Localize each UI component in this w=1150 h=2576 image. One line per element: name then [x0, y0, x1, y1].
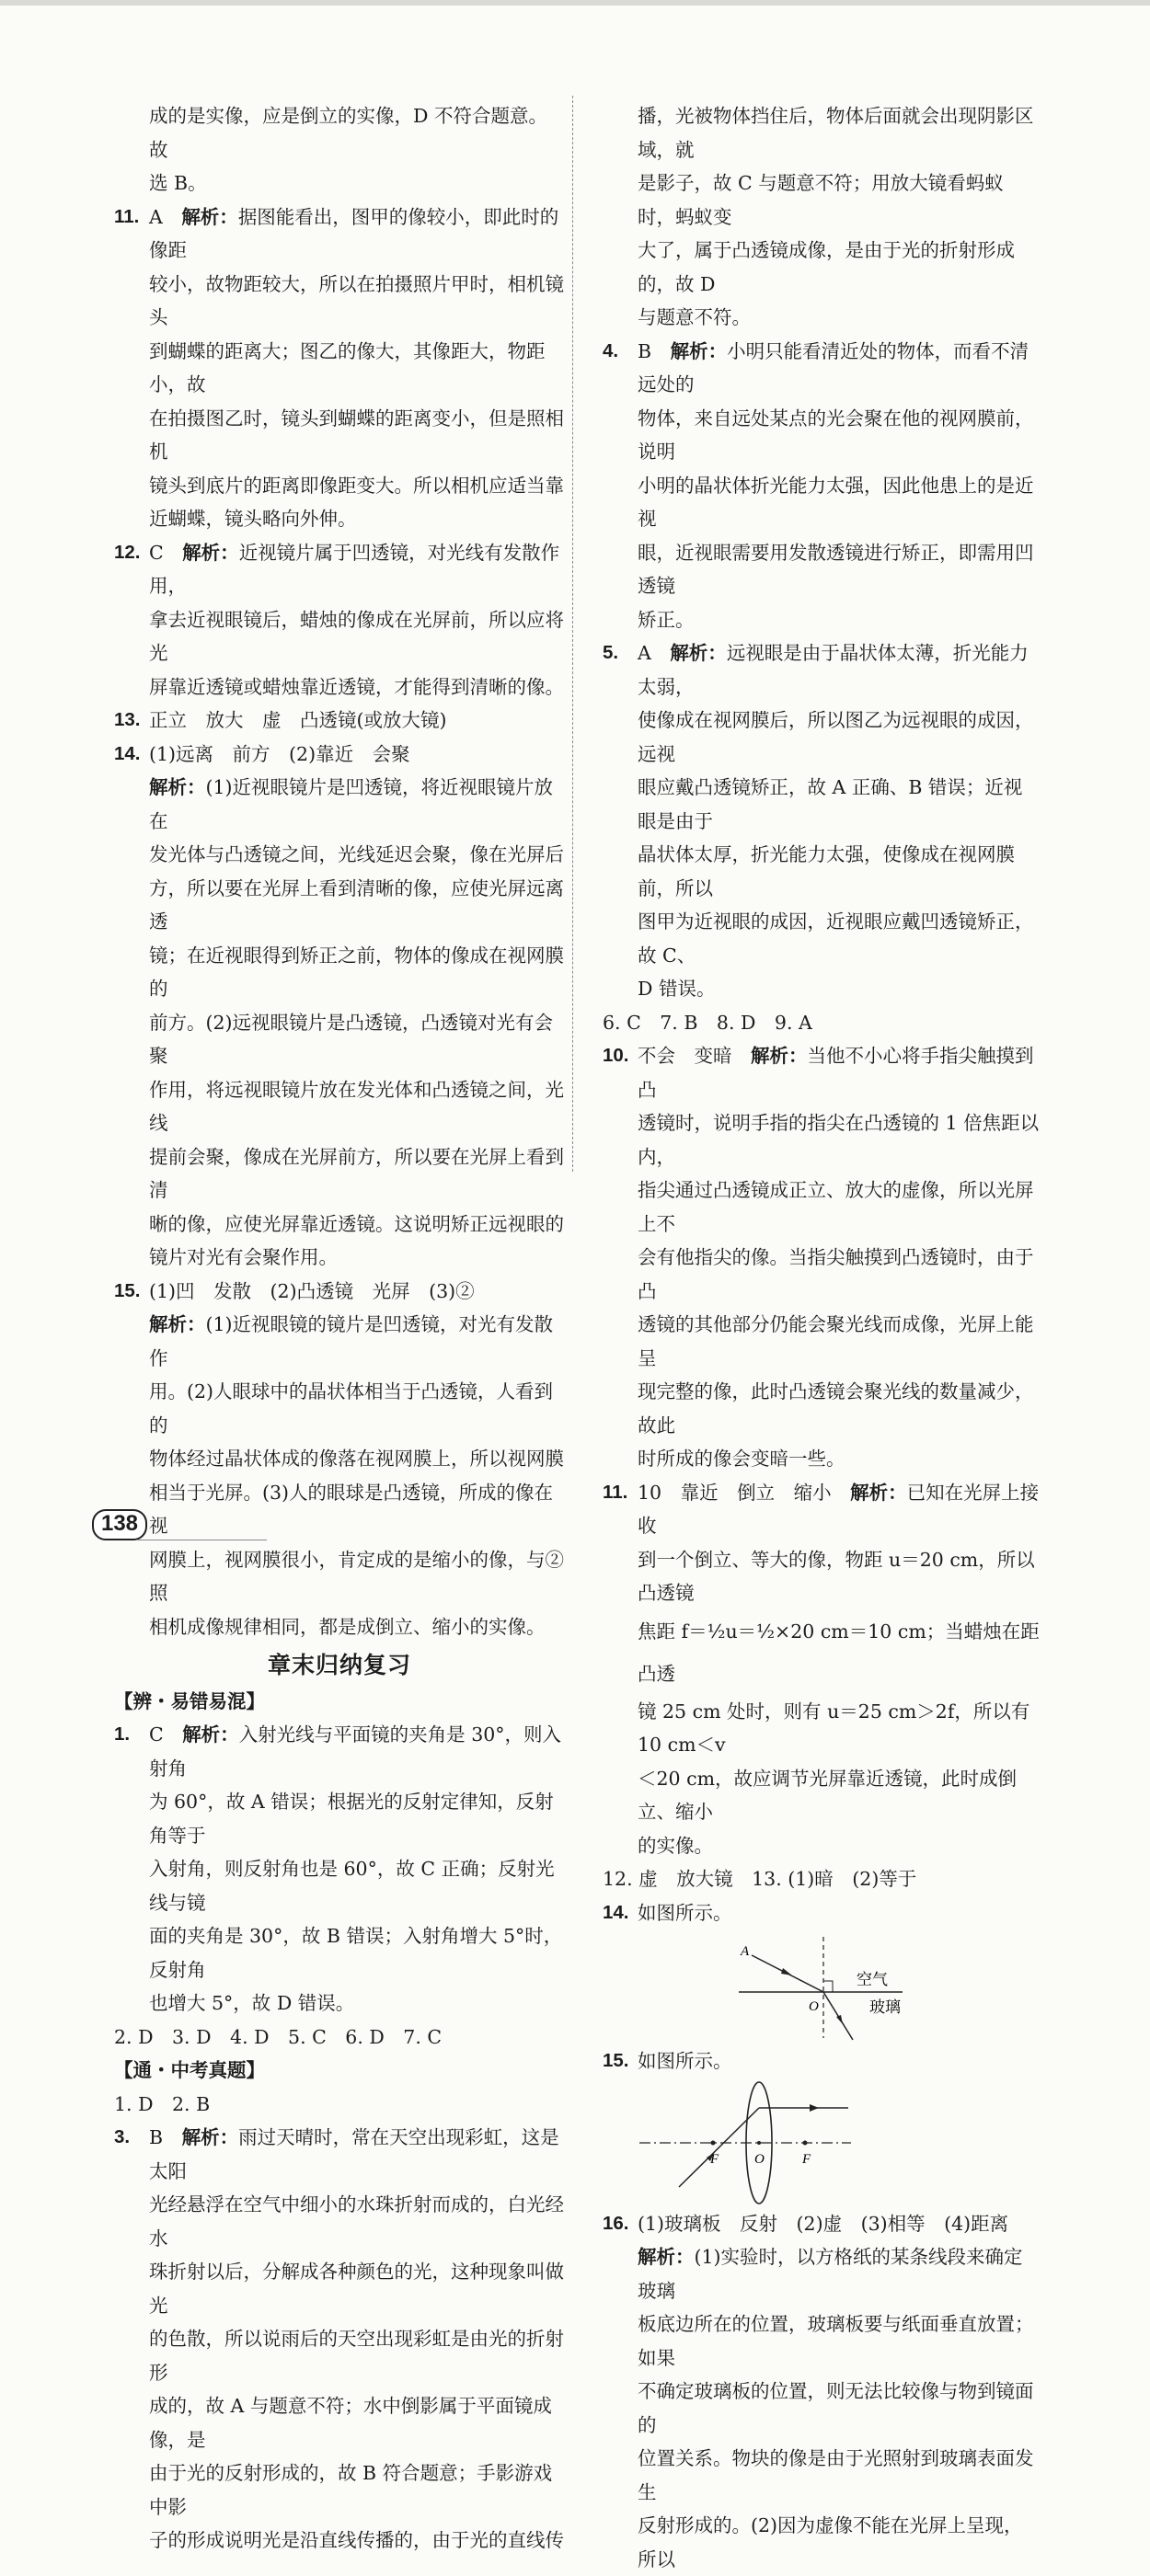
text-line: (1)实验时，以方格纸的某条线段来确定玻璃: [638, 2246, 1023, 2302]
text-line: 镜片对光有会聚作用。: [149, 1246, 338, 1268]
answer-choice: B: [638, 339, 652, 362]
text-line: [603, 2240, 1040, 2307]
question-number: 5.: [603, 642, 619, 663]
answer-choice: A: [149, 205, 163, 228]
text-line: 透镜时，说明手指的指尖在凸透镜的 1 倍焦距以内，: [638, 1112, 1040, 1168]
question-number: 11.: [114, 205, 140, 227]
right-column: [603, 99, 1040, 2576]
focus-right-label: F: [802, 2151, 811, 2167]
text-line: 的色散，所以说雨后的天空出现彩虹是由光的折射形: [149, 2328, 564, 2384]
text-line: 大了，属于凸透镜成像，是由于光的折射形成的，故 D: [638, 239, 1015, 295]
analysis-label: 解析：: [638, 2246, 695, 2268]
text-line: 到一个倒立、等大的像，物距 u＝20 cm，所以凸透镜: [638, 1548, 1035, 1604]
answer-list: 6. C 7. B 8. D 9. A: [603, 1011, 812, 1034]
question-number: 12.: [114, 541, 141, 563]
sub-heading: 【通・中考真题】: [114, 2059, 265, 2081]
text-line: 指尖通过凸透镜成正立、放大的虚像，所以光屏上不: [638, 1179, 1034, 1235]
review-answer-1: [114, 1718, 565, 1785]
text-line: 焦距 f＝½u＝½×20 cm＝10 cm；当蜡烛在距凸透: [638, 1620, 1040, 1685]
left-column: [114, 99, 565, 2558]
refraction-diagram: [731, 1929, 915, 2044]
text-line: 播，光被物体挡住后，物体后面就会出现阴影区域，就: [638, 105, 1034, 161]
text-line: 屏靠近透镜或蜡烛靠近透镜，才能得到清晰的像。: [149, 675, 564, 698]
text-line: (1)近视眼镜的镜片是凹透镜，对光有发散作: [149, 1313, 554, 1369]
analysis-label: 解析：: [670, 339, 728, 362]
question-number: 16.: [603, 2212, 629, 2234]
text-line: 晰的像，应使光屏靠近透镜。这说明矫正远视眼的: [149, 1212, 564, 1235]
analysis-label: 解析：: [181, 2126, 239, 2148]
text-line: 相机成像规律相同，都是成倒立、缩小的实像。: [149, 1615, 546, 1638]
text-line: 成的，故 A 与题意不符；水中倒影属于平面镜成像，是: [149, 2395, 552, 2451]
text-line: 发光体与凸透镜之间，光线延迟会聚，像在光屏后: [149, 843, 564, 865]
text-line: 位置关系。物块的像是由于光照射到玻璃表面发生: [638, 2447, 1034, 2503]
answer-14-right: [603, 1896, 1040, 1930]
text-line: 物体，来自远处某点的光会聚在他的视网膜前，说明: [638, 406, 1034, 463]
text-line: 小明只能看清近处的物体，而看不清远处的: [638, 339, 1029, 395]
text-line: 已知在光屏上接收: [638, 1481, 1040, 1537]
answer-text: (1)玻璃板 反射 (2)虚 (3)相等 (4)距离: [638, 2212, 1009, 2235]
answer-13: [114, 704, 565, 738]
text-line: 镜；在近视眼得到矫正之前，物体的像成在视网膜的: [149, 944, 564, 1000]
text-line: 近蝴蝶，镜头略向外伸。: [149, 508, 357, 530]
text-line: 作用，将远视眼镜片放在发光体和凸透镜之间，光线: [149, 1078, 564, 1134]
center-label: O: [754, 2151, 765, 2167]
text-line: 珠折射以后，分解成各种颜色的光，这种现象叫做光: [149, 2261, 564, 2317]
text-line: [114, 1308, 565, 1375]
text-line: 用。(2)人眼球中的晶状体相当于凸透镜，人看到的: [149, 1380, 554, 1437]
answer-12: [114, 536, 565, 603]
text-line: 网膜上，视网膜很小，肯定成的是缩小的像，与②照: [149, 1548, 564, 1604]
text-line: 方，所以要在光屏上看到清晰的像，应使光屏远离透: [149, 876, 564, 933]
analysis-label: 解析：: [149, 776, 206, 798]
answer-text: (1)凹 发散 (2)凸透镜 光屏 (3)②: [149, 1279, 475, 1302]
refracted-ray: [823, 1992, 853, 2040]
text-line: 面的夹角是 30°，故 B 错误；入射角增大 5°时，反射角: [149, 1925, 563, 1981]
answer-list: 12. 虚 放大镜 13. (1)暗 (2)等于: [603, 1868, 917, 1890]
text-line: 使像成在视网膜后，所以图乙为远视眼的成因，远视: [638, 709, 1034, 765]
sub-heading: 【辨・易错易混】: [114, 1689, 265, 1712]
text-line: 会有他指尖的像。当指尖触摸到凸透镜时，由于凸: [638, 1246, 1034, 1302]
text-line: 镜头到底片的距离即像距变大。所以相机应适当靠: [149, 474, 564, 497]
text-line: 的实像。: [638, 1834, 713, 1857]
answer-10: [603, 1039, 1040, 1106]
refracted-arrow: [836, 2015, 843, 2024]
convex-lens-diagram: [635, 2078, 856, 2207]
answer-16: [603, 2207, 1040, 2241]
column-divider: [572, 96, 573, 1172]
answer-choice: C: [149, 1723, 164, 1746]
answer-11: [114, 200, 565, 268]
answer-choice: A: [638, 642, 651, 664]
analysis-label: 解析：: [181, 205, 238, 228]
text-line: 较小，故物距较大，所以在拍摄照片甲时，相机镜头: [149, 272, 564, 328]
text-line: 光经悬浮在空气中细小的水珠折射而成的，白光经水: [149, 2193, 564, 2250]
analysis-label: 解析：: [182, 1723, 239, 1746]
text-line: 拿去近视眼镜后，蜡烛的像成在光屏前，所以应将光: [149, 608, 564, 664]
text-line: 时所成的像会变暗一些。: [638, 1448, 845, 1470]
answer-text: (1)远离 前方 (2)靠近 会聚: [149, 742, 410, 765]
text-line: 不确定玻璃板的位置，则无法比较像与物到镜面的: [638, 2380, 1034, 2436]
page-number: 138: [92, 1509, 147, 1540]
answer-11-right: [603, 1476, 1040, 1543]
text-line: D 错误。: [638, 978, 716, 1000]
answer-text: 10 靠近 倒立 缩小: [638, 1481, 832, 1504]
right-focus-point: [803, 2140, 808, 2145]
text-line: 矫正。: [638, 608, 695, 631]
text-line: 反射形成的。(2)因为虚像不能在光屏上呈现，所以: [638, 2514, 1023, 2570]
answer-list: 2. D 3. D 4. D 5. C 6. D 7. C: [114, 2025, 443, 2048]
answer-15-right: [603, 2044, 1040, 2078]
analysis-label: 解析：: [850, 1481, 907, 1504]
text-line: 相当于光屏。(3)人的眼球是凸透镜，所成的像在视: [149, 1481, 554, 1537]
text-line: 与题意不符。: [638, 306, 751, 328]
exam-answer-3: [114, 2121, 565, 2188]
text-line: 是影子，故 C 与题意不符；用放大镜看蚂蚁时，蚂蚁变: [638, 172, 1004, 228]
incident-arrow: [781, 1968, 792, 1975]
question-number: 3.: [114, 2126, 131, 2147]
text-line: 成的是实像，应是倒立的实像，D 不符合题意。故: [149, 105, 547, 161]
question-number: 15.: [603, 2050, 629, 2071]
text-line: 子的形成说明光是沿直线传播的，由于光的直线传: [149, 2529, 564, 2551]
point-a-label: A: [741, 1944, 750, 1959]
question-number: 14.: [603, 1901, 629, 1923]
text-line: 远视眼是由于晶状体太薄，折光能力太弱，: [638, 642, 1029, 698]
right-angle-mark: [823, 1981, 833, 1992]
answer-choice: C: [149, 541, 164, 564]
text-line: 据图能看出，图甲的像较小，即此时的像距: [149, 205, 559, 261]
text-line: 板底边所在的位置，玻璃板要与纸面垂直放置；如果: [638, 2313, 1034, 2369]
answer-choice: B: [149, 2126, 164, 2148]
analysis-label: 解析：: [149, 1313, 206, 1335]
lens-figure: [603, 2078, 1040, 2207]
text-line: 入射角，则反射角也是 60°，故 C 正确；反射光线与镜: [149, 1858, 555, 1914]
question-number: 4.: [603, 339, 619, 361]
answer-text: 正立 放大 虚 凸透镜(或放大镜): [149, 709, 447, 731]
text-line: 晶状体太厚，折光能力太强，使像成在视网膜前，所以: [638, 843, 1015, 899]
analysis-label: 解析：: [182, 541, 239, 564]
analysis-label: 解析：: [670, 642, 727, 664]
text-line: ＜20 cm，故应调节光屏靠近透镜，此时成倒立、缩小: [638, 1767, 1018, 1823]
text-line: 提前会聚，像成在光屏前方，所以要在光屏上看到清: [149, 1145, 564, 1201]
analysis-label: 解析：: [751, 1045, 808, 1067]
text-line: 前方。(2)远视眼镜片是凸透镜，凸透镜对光有会聚: [149, 1011, 554, 1067]
text-line: 透镜的其他部分仍能会聚光线而成像，光屏上能呈: [638, 1313, 1034, 1369]
air-label: 空气: [857, 1971, 888, 1989]
text-line: 为 60°，故 A 错误；根据光的反射定律知，反射角等于: [149, 1791, 554, 1847]
text-line: 当他不小心将手指尖触摸到凸: [638, 1045, 1034, 1101]
answer-14: [114, 738, 565, 772]
question-number: 1.: [114, 1723, 131, 1745]
section-title: 章末归纳复习: [267, 1652, 411, 1678]
text-line: 眼，近视眼需要用发散透镜进行矫正，即需用凹透镜: [638, 541, 1034, 597]
question-number: 15.: [114, 1279, 141, 1301]
answer-15: [114, 1275, 565, 1309]
focus-left-label: F: [710, 2151, 719, 2167]
point-o-label: O: [809, 1999, 819, 2014]
text-line: (1)近视眼镜片是凹透镜，将近视眼镜片放在: [149, 776, 554, 832]
text-line: 雨过天晴时，常在天空出现彩虹，这是太阳: [149, 2126, 559, 2182]
text-line: 到蝴蝶的距离大；图乙的像大，其像距大，物距小，故: [149, 339, 546, 395]
scan-top-shade: [0, 0, 1150, 6]
answer-text: 如图所示。: [638, 2050, 732, 2072]
answer-5: [603, 636, 1040, 704]
text-line: 入射光线与平面镜的夹角是 30°，则入射角: [149, 1723, 562, 1780]
question-number: 13.: [114, 709, 141, 730]
text-line: 镜 25 cm 处时，则有 u＝25 cm＞2f，所以有 10 cm＜v: [638, 1700, 1030, 1756]
incident-ray-through-focus: [679, 2108, 759, 2187]
text-line: 眼应戴凸透镜矫正，故 A 正确、B 错误；近视眼是由于: [638, 776, 1023, 832]
answer-4: [603, 335, 1040, 402]
text-line: 小明的晶状体折光能力太强，因此他患上的是近视: [638, 474, 1034, 530]
answer-text: 不会 变暗: [638, 1045, 732, 1067]
question-number: 11.: [603, 1481, 628, 1503]
glass-label: 玻璃: [869, 1998, 901, 2017]
text-line: 图甲为近视眼的成因，近视眼应戴凹透镜矫正，故 C、: [638, 910, 1034, 967]
text-line: 由于光的反射形成的，故 B 符合题意；手影游戏中影: [149, 2462, 553, 2518]
answer-text: 如图所示。: [638, 1901, 732, 1924]
text-line: 也增大 5°，故 D 错误。: [149, 1992, 355, 2014]
text-line: 选 B。: [149, 172, 207, 194]
text-line: 近视镜片属于凹透镜，对光线有发散作用，: [149, 541, 560, 597]
parallel-arrow: [810, 2104, 819, 2112]
answer-list: 1. D 2. B: [114, 2092, 211, 2115]
text-line: 物体经过晶状体成的像落在视网膜上，所以视网膜: [149, 1448, 564, 1470]
text-line: 在拍摄图乙时，镜头到蝴蝶的距离变小，但是照相机: [149, 406, 564, 463]
optical-center-point: [757, 2141, 761, 2145]
left-focus-point: [711, 2140, 716, 2145]
question-number: 14.: [114, 742, 141, 764]
refraction-figure: [603, 1929, 1040, 2044]
text-line: [114, 771, 565, 838]
question-number: 10.: [603, 1045, 629, 1066]
text-line: 现完整的像，此时凸透镜会聚光线的数量减少，故此: [638, 1380, 1034, 1437]
